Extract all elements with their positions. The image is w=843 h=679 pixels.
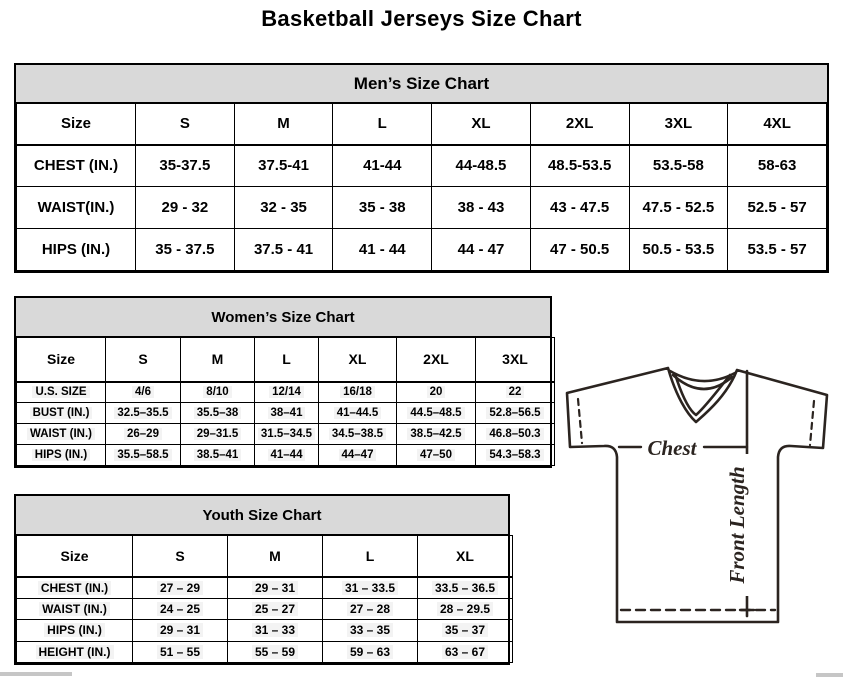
size-cell: 43 - 47.5 xyxy=(530,187,629,229)
table-row xyxy=(17,145,827,187)
size-cell-text: 27 – 29 xyxy=(157,581,203,595)
size-cell: 44-48.5 xyxy=(432,145,531,187)
column-header: M xyxy=(234,104,333,145)
size-cell: 44 - 47 xyxy=(432,229,531,271)
size-cell-text: 20 xyxy=(427,386,446,398)
size-cell-text: 38.5–42.5 xyxy=(407,428,464,440)
size-cell xyxy=(133,641,228,663)
size-cell-text: 44.5–48.5 xyxy=(407,407,464,419)
size-cell-text: 12/14 xyxy=(269,386,304,398)
size-cell xyxy=(397,445,476,466)
page-title: Basketball Jerseys Size Chart xyxy=(261,6,582,31)
size-cell-text: 35.5–38 xyxy=(194,407,242,419)
table-row xyxy=(17,403,555,424)
size-cell xyxy=(397,382,476,403)
size-cell-text: 59 – 63 xyxy=(347,645,393,659)
jersey-outline xyxy=(567,368,827,622)
column-header: Size xyxy=(17,536,133,577)
table-row xyxy=(17,187,827,229)
youth-size-chart xyxy=(14,494,510,665)
size-cell-text: 26–29 xyxy=(124,428,162,440)
youth-size-table xyxy=(16,535,513,663)
size-cell-text: 63 – 67 xyxy=(442,645,488,659)
size-cell xyxy=(418,641,513,663)
size-cell xyxy=(319,382,397,403)
column-header: XL xyxy=(319,338,397,382)
header-row xyxy=(17,104,827,145)
size-cell-text: 31 – 33 xyxy=(252,623,298,637)
row-label xyxy=(17,403,106,424)
size-cell-text: 52.8–56.5 xyxy=(486,407,543,419)
row-label xyxy=(17,445,106,466)
header-row xyxy=(17,536,513,577)
row-label-text: HIPS (IN.) xyxy=(32,449,90,461)
table-row xyxy=(17,424,555,445)
size-cell xyxy=(228,641,323,663)
size-cell xyxy=(181,424,255,445)
size-cell xyxy=(418,598,513,620)
size-cell: 58-63 xyxy=(728,145,827,187)
table-row xyxy=(17,641,513,663)
row-label-text: WAIST (IN.) xyxy=(27,428,95,440)
size-cell xyxy=(228,598,323,620)
row-label: HIPS (IN.) xyxy=(17,229,136,271)
size-cell-text: 16/18 xyxy=(340,386,375,398)
column-header: 2XL xyxy=(397,338,476,382)
womens-size-chart xyxy=(14,296,552,468)
size-cell xyxy=(323,641,418,663)
row-label xyxy=(17,577,133,599)
row-label xyxy=(17,382,106,403)
column-header: L xyxy=(255,338,319,382)
size-cell xyxy=(228,620,323,642)
row-label: WAIST(IN.) xyxy=(17,187,136,229)
size-cell-text: 54.3–58.3 xyxy=(486,449,543,461)
size-cell: 37.5-41 xyxy=(234,145,333,187)
column-header: 3XL xyxy=(476,338,555,382)
size-cell xyxy=(323,598,418,620)
size-cell-text: 31.5–34.5 xyxy=(258,428,315,440)
size-cell-text: 38–41 xyxy=(268,407,306,419)
size-cell xyxy=(181,382,255,403)
womens-size-chart-title: Women’s Size Chart xyxy=(16,298,550,337)
size-cell-text: 29 – 31 xyxy=(157,623,203,637)
size-cell-text: 51 – 55 xyxy=(157,645,203,659)
size-cell: 38 - 43 xyxy=(432,187,531,229)
size-cell-text: 55 – 59 xyxy=(252,645,298,659)
row-label xyxy=(17,424,106,445)
column-header: S xyxy=(133,536,228,577)
table-row xyxy=(17,620,513,642)
size-cell-text: 38.5–41 xyxy=(194,449,242,461)
size-cell xyxy=(418,620,513,642)
column-header: L xyxy=(333,104,432,145)
chest-label: Chest xyxy=(647,436,697,460)
size-cell xyxy=(255,382,319,403)
size-cell xyxy=(323,577,418,599)
womens-size-table xyxy=(16,337,555,466)
size-cell-text: 27 – 28 xyxy=(347,602,393,616)
size-cell-text: 47–50 xyxy=(417,449,455,461)
row-label-text: WAIST (IN.) xyxy=(39,602,110,616)
size-cell: 47.5 - 52.5 xyxy=(629,187,728,229)
scrollbar-fragment-left xyxy=(0,672,72,676)
size-cell xyxy=(106,445,181,466)
row-label-text: CHEST (IN.) xyxy=(38,581,111,595)
column-header: M xyxy=(181,338,255,382)
size-cell-text: 41–44.5 xyxy=(334,407,382,419)
header-row xyxy=(17,338,555,382)
size-cell: 47 - 50.5 xyxy=(530,229,629,271)
size-cell-text: 29–31.5 xyxy=(194,428,242,440)
column-header: S xyxy=(106,338,181,382)
column-header: 3XL xyxy=(629,104,728,145)
youth-size-chart-title: Youth Size Chart xyxy=(16,496,508,535)
mens-size-chart xyxy=(14,63,829,273)
table-row xyxy=(17,598,513,620)
size-cell xyxy=(106,382,181,403)
size-cell: 52.5 - 57 xyxy=(728,187,827,229)
size-cell: 41-44 xyxy=(333,145,432,187)
size-cell: 37.5 - 41 xyxy=(234,229,333,271)
size-cell: 35 - 37.5 xyxy=(136,229,235,271)
size-cell xyxy=(255,424,319,445)
size-cell-text: 4/6 xyxy=(132,386,154,398)
size-cell xyxy=(397,403,476,424)
size-cell xyxy=(323,620,418,642)
row-label xyxy=(17,641,133,663)
size-cell-text: 33.5 – 36.5 xyxy=(432,581,498,595)
row-label xyxy=(17,598,133,620)
size-cell-text: 44–47 xyxy=(339,449,377,461)
size-cell-text: 35 – 37 xyxy=(442,623,488,637)
size-cell xyxy=(133,620,228,642)
size-cell xyxy=(255,403,319,424)
column-header: Size xyxy=(17,104,136,145)
size-cell xyxy=(476,403,555,424)
row-label-text: BUST (IN.) xyxy=(30,407,93,419)
size-cell xyxy=(397,424,476,445)
size-cell: 35-37.5 xyxy=(136,145,235,187)
size-cell-text: 28 – 29.5 xyxy=(437,602,493,616)
size-cell xyxy=(476,382,555,403)
row-label: CHEST (IN.) xyxy=(17,145,136,187)
size-cell: 48.5-53.5 xyxy=(530,145,629,187)
column-header: S xyxy=(136,104,235,145)
size-cell xyxy=(319,445,397,466)
mens-size-table xyxy=(16,103,827,271)
size-cell: 53.5 - 57 xyxy=(728,229,827,271)
row-label-text: U.S. SIZE xyxy=(32,386,89,398)
size-cell xyxy=(319,403,397,424)
size-cell-text: 35.5–58.5 xyxy=(114,449,171,461)
size-cell-text: 41–44 xyxy=(268,449,306,461)
size-cell xyxy=(106,424,181,445)
column-header: 2XL xyxy=(530,104,629,145)
size-cell-text: 25 – 27 xyxy=(252,602,298,616)
size-cell: 35 - 38 xyxy=(333,187,432,229)
column-header: Size xyxy=(17,338,106,382)
size-cell xyxy=(181,445,255,466)
size-cell: 32 - 35 xyxy=(234,187,333,229)
size-cell: 41 - 44 xyxy=(333,229,432,271)
size-cell xyxy=(228,577,323,599)
size-cell: 53.5-58 xyxy=(629,145,728,187)
size-cell-text: 8/10 xyxy=(203,386,231,398)
size-cell-text: 31 – 33.5 xyxy=(342,581,398,595)
size-cell xyxy=(319,424,397,445)
front-length-label: Front Length xyxy=(725,466,749,584)
size-cell xyxy=(133,577,228,599)
size-cell-text: 22 xyxy=(506,386,525,398)
size-cell xyxy=(476,445,555,466)
size-cell xyxy=(106,403,181,424)
row-label xyxy=(17,620,133,642)
size-cell xyxy=(476,424,555,445)
row-label-text: HEIGHT (IN.) xyxy=(36,645,114,659)
mens-size-chart-title: Men’s Size Chart xyxy=(16,65,827,103)
size-cell-text: 46.8–50.3 xyxy=(486,428,543,440)
column-header: 4XL xyxy=(728,104,827,145)
row-label-text: HIPS (IN.) xyxy=(44,623,105,637)
size-cell xyxy=(181,403,255,424)
table-row xyxy=(17,577,513,599)
table-row xyxy=(17,382,555,403)
scrollbar-fragment-right xyxy=(816,673,843,677)
size-cell-text: 24 – 25 xyxy=(157,602,203,616)
column-header: L xyxy=(323,536,418,577)
column-header: M xyxy=(228,536,323,577)
size-cell-text: 33 – 35 xyxy=(347,623,393,637)
jersey-measurement-diagram xyxy=(557,358,843,626)
size-cell-text: 29 – 31 xyxy=(252,581,298,595)
size-cell: 50.5 - 53.5 xyxy=(629,229,728,271)
table-row xyxy=(17,229,827,271)
size-cell-text: 34.5–38.5 xyxy=(329,428,386,440)
table-row xyxy=(17,445,555,466)
size-cell: 29 - 32 xyxy=(136,187,235,229)
size-cell-text: 32.5–35.5 xyxy=(114,407,171,419)
size-cell xyxy=(133,598,228,620)
size-cell xyxy=(418,577,513,599)
column-header: XL xyxy=(432,104,531,145)
size-cell xyxy=(255,445,319,466)
column-header: XL xyxy=(418,536,513,577)
